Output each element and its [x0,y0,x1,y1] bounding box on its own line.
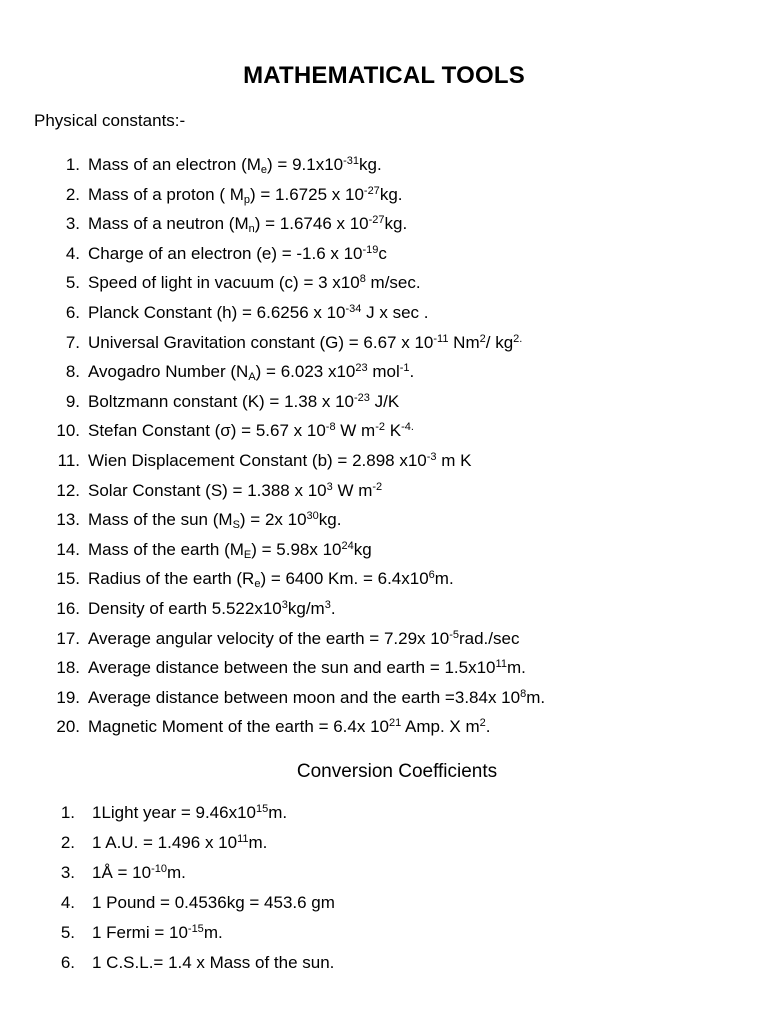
superscript: -2 [372,480,383,493]
text-run: . [330,598,336,618]
text-run: Mass of a proton ( M [88,184,244,204]
text-run: 1Light year = 9.46x10 [92,803,256,822]
list-item-text [88,243,387,264]
subscript: e [260,164,268,176]
list-item-number: 13. [56,510,80,530]
constant-list-item [0,243,768,273]
text-run: ) = 6400 Km. = 6.4x10 [260,569,429,589]
text-run: Amp. X m [401,717,480,737]
list-item-number: 6. [65,302,80,322]
superscript: -5 [449,628,459,641]
superscript: -23 [354,391,370,404]
constant-list-item [0,332,768,362]
list-item-number: 15. [56,569,80,589]
superscript: -8 [325,421,336,434]
text-run: Charge of an electron (e) = -1.6 x 10 [88,243,363,263]
list-item-text [88,568,454,589]
text-run: Density of earth 5.522x10 [88,598,282,618]
superscript: -1 [399,362,410,375]
constant-list-item [0,154,768,184]
list-item-number: 14. [56,539,80,559]
list-item-text [88,509,341,530]
subscript: E [243,548,252,561]
superscript: -2 [375,421,385,434]
text-run: m/sec. [365,273,421,293]
superscript: 3 [324,598,331,611]
list-item-number: 2. [65,184,80,204]
superscript: 6 [428,569,435,582]
text-run: ) = 9.1x10 [267,155,344,174]
conversion-list-item [0,832,768,862]
subscript: A [248,371,256,384]
text-run: rad./sec [458,628,520,648]
list-item-text [88,302,429,323]
list-item-text [88,272,421,293]
list-item-text [92,952,334,973]
text-run: ) = 5.98x 10 [251,539,342,559]
list-item-number: 11. [57,450,80,470]
list-item-text [88,361,414,382]
list-item-text [88,716,491,737]
text-run: 1 C.S.L.= 1.4 x Mass of the sun. [92,953,335,972]
text-run: kg [353,539,372,559]
text-run: 1 Fermi = 10 [92,923,188,942]
list-item-number: 17. [56,628,80,648]
subscript: n [248,223,255,236]
superscript: -11 [433,332,449,345]
list-item-number: 12. [56,480,80,500]
superscript: -15 [187,923,204,935]
list-item-text [88,420,414,441]
text-run: mol [367,362,400,382]
text-run: kg/m [287,598,325,618]
text-run: Radius of the earth (R [88,569,255,589]
text-run: Wien Displacement Constant (b) = 2.898 x10 [88,450,427,470]
conversion-list-item [0,952,768,982]
constant-list-item [0,628,768,658]
list-item-number: 8. [65,362,80,382]
list-item-number: 10. [56,421,80,441]
text-run: kg. [318,510,342,530]
text-run: ) = 2x 10 [239,510,307,530]
text-run: J x sec . [361,302,429,322]
text-run: Mass of a neutron (M [88,214,249,234]
text-run: Magnetic Moment of the earth = 6.4x 10 [88,717,389,737]
list-item-number: 5. [60,923,75,942]
subscript: e [254,578,261,591]
constant-list-item [0,272,768,302]
superscript: 23 [355,362,368,375]
list-item-text [88,154,382,175]
constant-list-item [0,302,768,332]
conversion-coefficients-heading: Conversion Coefficients [296,761,498,782]
list-item-number: 7. [65,332,80,352]
text-run: Solar Constant (S) = 1.388 x 10 [88,480,327,500]
text-run: Universal Gravitation constant (G) = 6.67 x 10 [88,332,434,352]
constant-list-item [0,361,768,391]
superscript: -3 [426,450,437,463]
superscript: 3 [326,480,333,493]
text-run: m. [506,658,526,678]
text-run: m. [526,687,546,707]
constant-list-item [0,657,768,687]
physical-constants-list [0,154,768,746]
text-run: Average distance between moon and the earth =3.84x 10 [88,687,521,707]
constant-list-item [0,450,768,480]
constant-list-item [0,509,768,539]
list-item-number: 3. [65,214,80,234]
superscript: 30 [306,510,319,523]
list-item-text [92,832,267,853]
list-item-number: 1. [60,803,75,822]
superscript: 11 [237,833,249,845]
list-item-number: 20. [56,717,80,737]
text-run: kg. [359,155,382,174]
list-item-text [88,391,399,412]
text-run: . [485,717,491,737]
conversion-list-item [0,862,768,892]
constant-list-item [0,716,768,746]
text-run: W m [335,421,376,441]
text-run: ) = 6.023 x10 [255,362,356,382]
constant-list-item [0,213,768,243]
list-item-number: 1. [65,155,80,174]
text-run: / kg [485,332,514,352]
superscript: 24 [341,539,354,552]
list-item-text [88,213,407,234]
constant-list-item [0,539,768,569]
list-item-number: 16. [56,598,80,618]
list-item-text [88,480,382,501]
text-run: Stefan Constant (σ) = 5.67 x 10 [88,421,326,441]
text-run: ) = 1.6746 x 10 [254,214,369,234]
list-item-text [88,332,522,353]
text-run: Average angular velocity of the earth = 7.29x 10 [88,628,450,648]
list-item-text [92,802,287,823]
text-run: m. [166,863,186,882]
list-item-text [88,598,336,619]
list-item-number: 9. [65,391,80,411]
list-item-text [88,539,372,560]
superscript: 3 [281,598,288,611]
text-run: W m [332,480,373,500]
text-run: Nm [448,332,480,352]
superscript: 15 [255,803,269,815]
superscript: 21 [388,717,402,730]
text-run: 1 A.U. = 1.496 x 10 [92,833,238,852]
conversion-list-item [0,922,768,952]
page-title: MATHEMATICAL TOOLS [243,62,525,89]
text-run: ) = 1.6725 x 10 [250,184,364,204]
list-item-text [88,628,519,649]
conversion-list-item [0,892,768,922]
superscript: -19 [362,243,379,256]
superscript: -4. [401,421,414,434]
text-run: Mass of the earth (M [88,539,244,559]
text-run: K [385,421,402,441]
superscript: -27 [363,184,380,197]
text-run: m. [248,833,268,852]
text-run: Planck Constant (h) = 6.6256 x 10 [88,302,346,322]
list-item-text [88,657,526,678]
text-run: kg. [384,214,408,234]
superscript: 2 [479,332,486,345]
text-run: 1 Pound = 0.4536kg = 453.6 gm [92,893,335,912]
text-run: kg. [379,184,403,204]
text-run: 1Å = 10 [92,863,152,882]
text-run: Boltzmann constant (K) = 1.38 x 10 [88,391,355,411]
text-run: m. [268,803,288,822]
superscript: -34 [345,302,362,315]
text-run: m K [436,450,472,470]
list-item-text [88,184,403,205]
subscript: S [232,519,240,532]
list-item-text [88,687,545,708]
superscript: 8 [520,687,527,700]
superscript: -27 [368,214,385,227]
list-item-number: 6. [60,953,75,972]
text-run: . [409,362,415,382]
text-run: m. [434,569,454,589]
superscript: 8 [359,273,366,286]
constant-list-item [0,568,768,598]
subscript: p [243,193,251,206]
text-run: Mass of the sun (M [88,510,233,530]
constant-list-item [0,598,768,628]
list-item-number: 4. [65,243,80,263]
text-run: J/K [369,391,400,411]
list-item-text [88,450,472,471]
list-item-number: 2. [60,833,75,852]
constant-list-item [0,184,768,214]
list-item-number: 4. [60,893,75,912]
list-item-number: 19. [56,687,80,707]
list-item-text [92,892,335,913]
superscript: 2. [513,332,523,345]
list-item-text [92,922,223,943]
superscript: 11 [495,658,507,671]
superscript: 2 [479,717,486,730]
text-run: c [378,243,387,263]
superscript: -31 [343,155,360,167]
constant-list-item [0,420,768,450]
text-run: Mass of an electron (M [88,155,261,174]
text-run: Average distance between the sun and earth = 1.5x10 [88,658,496,678]
list-item-number: 18. [56,658,80,678]
list-item-text [92,862,186,883]
list-item-number: 3. [60,863,75,882]
constant-list-item [0,391,768,421]
list-item-number: 5. [65,273,80,293]
conversion-list-item [0,802,768,832]
constant-list-item [0,687,768,717]
superscript: -10 [151,863,167,875]
text-run: m. [203,923,223,942]
section-label-physical-constants: Physical constants:- [34,111,186,130]
text-run: Speed of light in vacuum (c) = 3 x10 [88,273,360,293]
text-run: Avogadro Number (N [88,362,249,382]
constant-list-item [0,480,768,510]
conversion-coefficients-list [0,802,768,982]
